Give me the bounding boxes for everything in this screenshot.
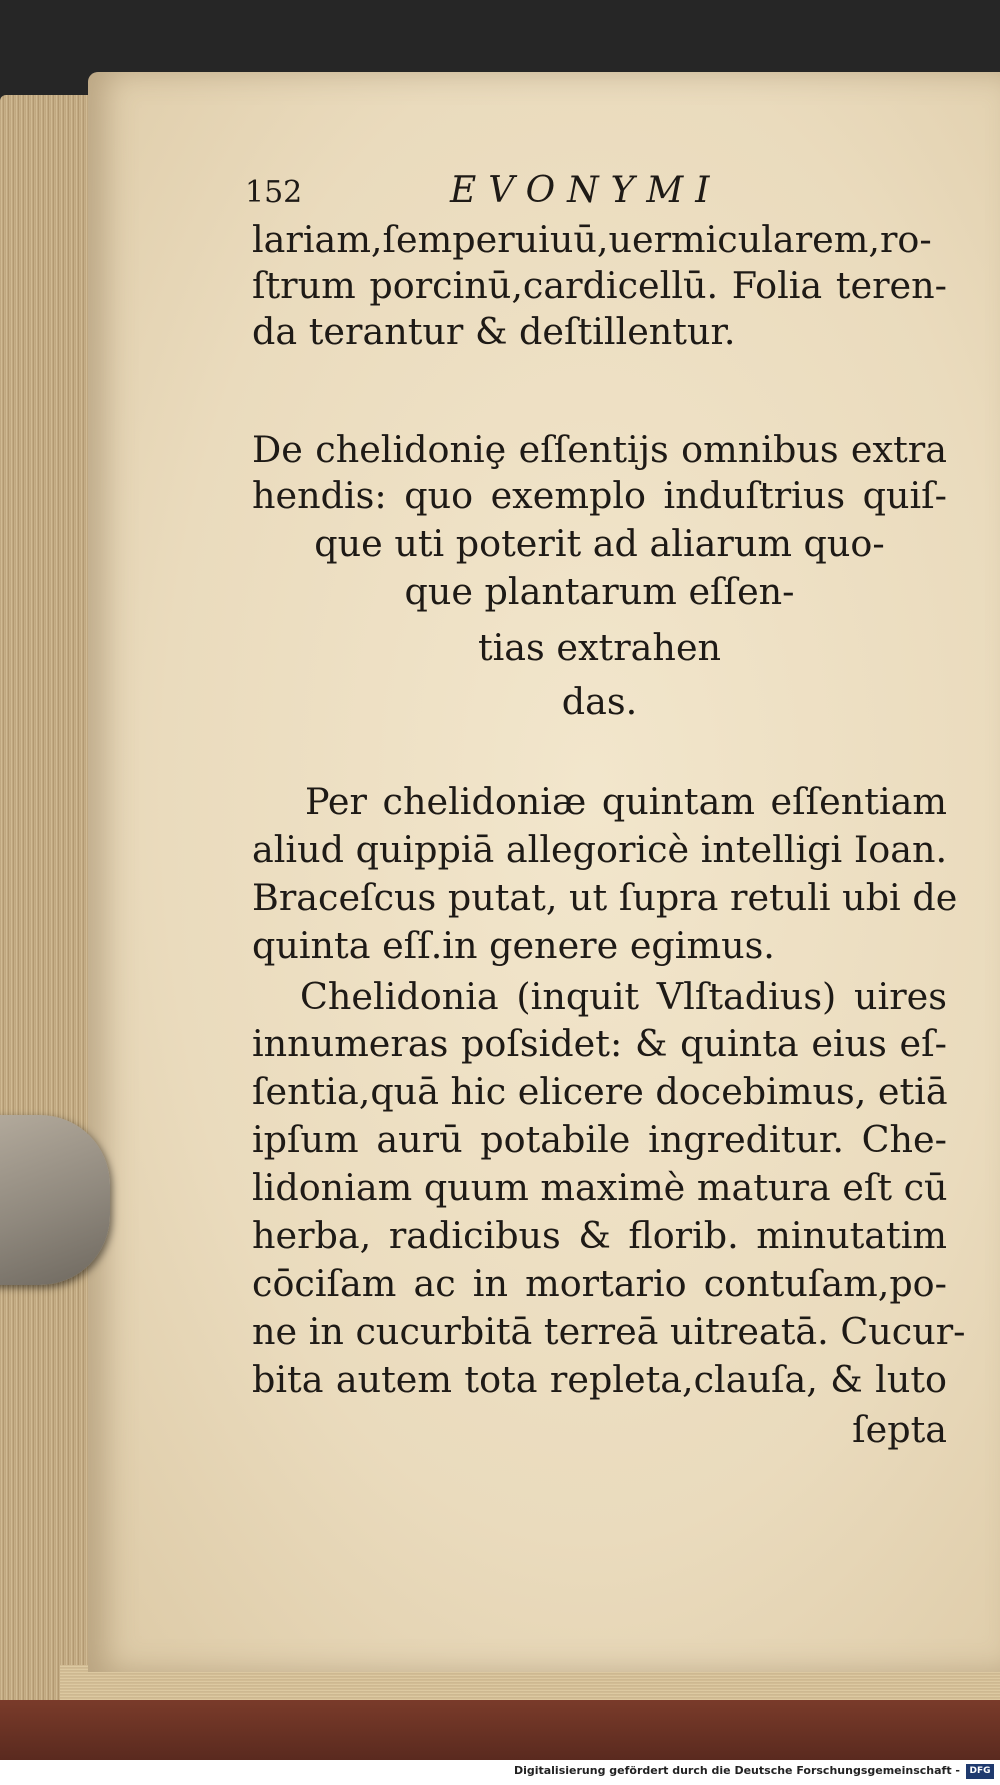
section-heading-line: das. (561, 680, 638, 723)
text-line: aliud quippiā allegoricè intelligi Ioan. (252, 828, 948, 871)
section-heading-line: tias extrahen (477, 626, 722, 669)
text-line: ſentia,quā hic elicere docebimus, etiā (252, 1070, 948, 1113)
section-heading-line: que plantarum eſſen- (404, 570, 795, 613)
page-edges (0, 95, 100, 1745)
text-line: herba, radicibus & florib. minutatim (252, 1214, 947, 1257)
text-line: Per chelidoniæ quintam eſſentiam (305, 780, 947, 823)
dfg-logo: DFG (966, 1764, 994, 1779)
section-heading-line: hendis: quo exemplo induſtrius quiſ- (252, 474, 947, 517)
section-heading-line: De chelidoniȩ eſſentijs omnibus extra (252, 428, 947, 471)
funding-credit: Digitalisierung gefördert durch die Deutsche Forschungsgemeinschaft - (513, 1764, 960, 1777)
text-line: lidoniam quum maximè matura eſt cū (252, 1166, 948, 1209)
running-title: EVONYMI (450, 170, 722, 211)
digitization-footer (0, 1760, 1000, 1785)
text-line: lariam,ſemperuiuū,uermicularem,ro- (252, 218, 932, 261)
text-line: ipſum aurū potabile ingreditur. Che- (252, 1118, 947, 1161)
catchword: ſepta (852, 1408, 947, 1451)
text-line: Braceſcus putat, ut ſupra retuli ubi de (252, 876, 958, 919)
text-line: quinta eſſ.in genere egimus. (252, 924, 775, 967)
text-line: cōciſam ac in mortario contuſam,po- (252, 1262, 947, 1305)
page-clip (0, 1115, 110, 1285)
text-line: bita autem tota repleta,clauſa, & luto (252, 1358, 947, 1401)
text-line: ſtrum porcinū,cardicellū. Folia teren- (252, 264, 947, 307)
text-line: innumeras poſsidet: & quinta eius eſ- (252, 1022, 947, 1065)
book-cover (0, 1700, 1000, 1760)
text-line: da terantur & deſtillentur. (252, 310, 736, 353)
text-line: ne in cucurbitā terreā uitreatā. Cucur- (252, 1310, 966, 1353)
section-heading-line: que uti poterit ad aliarum quo- (314, 522, 885, 565)
text-line: Chelidonia (inquit Vlſtadius) uires (300, 975, 947, 1018)
page-number: 152 (245, 175, 303, 210)
page-header (245, 165, 955, 225)
